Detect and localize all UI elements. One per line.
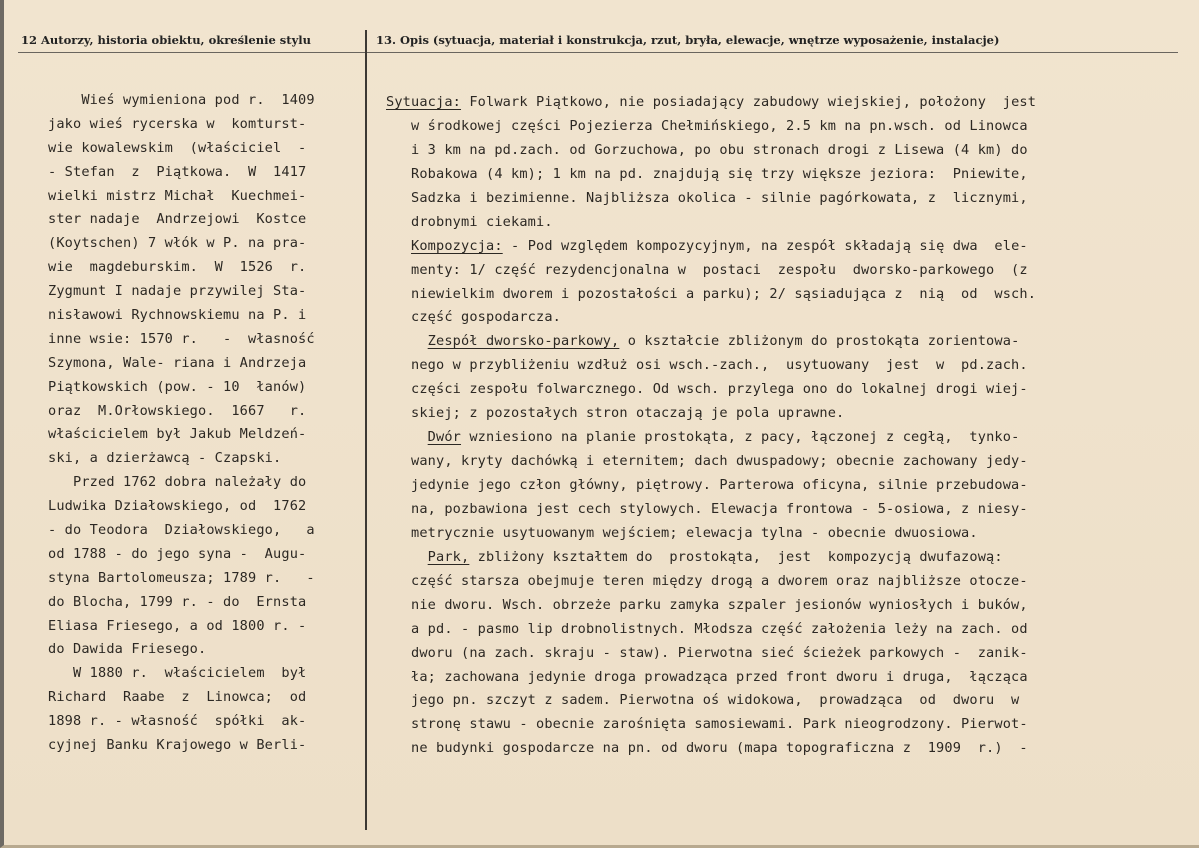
section-term: Kompozycja: — [411, 237, 503, 254]
history-text-line: Ludwika Działowskiego, od 1762 — [48, 498, 307, 515]
line-text: - Pod względem kompozycyjnym, na zespół składają się dwa ele- — [502, 237, 1028, 254]
line-text: wany, kryty dachówką i eternitem; dach dwuspadowy; obecnie zachowany jedy- — [386, 453, 1028, 470]
description-text-line — [386, 618, 1161, 642]
description-text-line — [386, 259, 1161, 283]
line-text: część gospodarcza. — [386, 309, 562, 326]
description-text-line — [386, 306, 1161, 330]
line-text: drobnymi ciekami. — [386, 213, 553, 230]
history-text-line: Eliasa Friesego, a od 1800 r. - — [48, 617, 307, 634]
description-text-line — [386, 689, 1161, 713]
history-text-line: Zygmunt I nadaje przywilej Sta- — [48, 283, 307, 300]
description-text-line — [386, 163, 1161, 187]
history-text-line: inne wsie: 1570 r. - własność — [48, 330, 315, 347]
line-text: jego pn. szczyt z sadem. Pierwotna oś widokowa, prowadząca od dworu w — [386, 692, 1020, 709]
line-text: i 3 km na pd.zach. od Gorzuchowa, po obu stronach drogi z Lisewa (4 km) do — [386, 141, 1028, 158]
description-text-line — [386, 330, 1161, 354]
description-text-line — [386, 115, 1161, 139]
line-text: w środkowej części Pojezierza Chełmińskiego, 2.5 km na pn.wsch. od Linowca — [386, 117, 1028, 134]
description-text-line — [386, 378, 1161, 402]
description-text-line — [386, 474, 1161, 498]
history-text-line: wie kowalewskim (właściciel - — [48, 139, 307, 156]
history-text-line: jako wieś rycerska w komturst- — [48, 115, 307, 132]
description-text-line — [386, 426, 1161, 450]
line-text: ne budynki gospodarcze na pn. od dworu (mapa topograficzna z 1909 r.) - — [386, 740, 1028, 757]
history-text-line: Piątkowskich (pow. - 10 łanów) — [48, 378, 307, 395]
description-text-line — [386, 402, 1161, 426]
history-text-line: ster nadaje Andrzejowi Kostce — [48, 211, 307, 228]
history-text-line: W 1880 r. właścicielem był — [48, 665, 307, 682]
history-text-line: wie magdeburskim. W 1526 r. — [48, 259, 307, 276]
line-text: części zespołu folwarcznego. Od wsch. przylega ono do lokalnej drogi wiej- — [386, 381, 1028, 398]
history-text-line: wielki mistrz Michał Kuechmei- — [48, 187, 307, 204]
description-text-line — [386, 570, 1161, 594]
description-text-line — [386, 713, 1161, 737]
history-text-line: 1898 r. - własność spółki ak- — [48, 713, 307, 730]
line-text: część starsza obejmuje teren między drogą a dworem oraz najbliższe otocze- — [386, 572, 1028, 589]
section-13-heading: 13. Opis (sytuacja, materiał i konstrukcja, rzut, bryła, elewacje, wnętrze wyposażenie, instalacje) — [376, 33, 1000, 47]
description-text-line — [386, 642, 1161, 666]
line-text: o kształcie zbliżonym do prostokąta zorientowa- — [619, 333, 1020, 350]
line-indent — [386, 549, 428, 565]
history-text-line: Richard Raabe z Linowca; od — [48, 689, 307, 706]
line-text: skiej; z pozostałych stron otaczają je pola uprawne. — [386, 405, 845, 422]
line-text: wzniesiono na planie prostokąta, z pacy, łączonej z cegłą, tynko- — [461, 429, 1020, 446]
description-text-line — [386, 283, 1161, 307]
history-text-line: nisławowi Rychnowskiemu na P. i — [48, 307, 307, 324]
description-text-line — [386, 666, 1161, 690]
description-text-line — [386, 450, 1161, 474]
description-text-line — [386, 187, 1161, 211]
line-text: nie dworu. Wsch. obrzeże parku zamyka szpaler jesionów wyniosłych i buków, — [386, 596, 1028, 613]
history-column — [48, 89, 360, 758]
history-text-line: styna Bartolomeusza; 1789 r. - — [48, 569, 315, 586]
header-rule — [18, 52, 1178, 53]
section-term: Zespół dworsko-parkowy, — [427, 333, 620, 350]
line-text: Sadzka i bezimienne. Najbliższa okolica - silnie pagórkowata, z licznymi, — [386, 189, 1028, 206]
line-text: stronę stawu - obecnie zarośnięta samosiewami. Park nieogrodzony. Pierwot- — [386, 716, 1028, 733]
description-text-line — [386, 354, 1161, 378]
section-term: Sytuacja: — [386, 94, 462, 110]
line-indent — [386, 333, 428, 349]
history-text-line: oraz M.Orłowskiego. 1667 r. — [48, 402, 307, 419]
history-text-line: Przed 1762 dobra należały do — [48, 474, 307, 491]
description-text-line — [386, 546, 1161, 570]
description-text-line — [386, 737, 1161, 761]
history-text-line: Szymona, Wale- riana i Andrzeja — [48, 354, 307, 371]
section-term: Park, — [427, 548, 470, 565]
description-text-line — [386, 594, 1161, 618]
history-text-line: od 1788 - do jego syna - Augu- — [48, 545, 307, 562]
line-text: menty: 1/ część rezydencjonalna w postaci zespołu dworsko-parkowego (z — [386, 261, 1028, 278]
description-text-line — [386, 522, 1161, 546]
section-term: Dwór — [427, 429, 462, 446]
line-text: Robakowa (4 km); 1 km na pd. znajdują się trzy większe jeziora: Pniewite, — [386, 165, 1028, 182]
line-text: zbliżony kształtem do prostokąta, jest kompozycją dwufazową: — [469, 548, 1003, 565]
history-text-line: właścicielem był Jakub Meldzeń- — [48, 426, 307, 443]
description-text-line — [386, 139, 1161, 163]
history-text-line: - Stefan z Piątkowa. W 1417 — [48, 163, 307, 180]
history-text-line: do Blocha, 1799 r. - do Ernsta — [48, 593, 307, 610]
line-indent — [386, 429, 428, 445]
description-column — [386, 91, 1161, 761]
history-text-line: cyjnej Banku Krajowego w Berli- — [48, 737, 307, 754]
history-text-line: - do Teodora Działowskiego, a — [48, 522, 315, 539]
line-text: metrycznie usytuowanym wejściem; elewacja tylna - obecnie dwuosiowa. — [386, 524, 978, 541]
history-text-line: (Koytschen) 7 włók w P. na pra- — [48, 235, 307, 252]
description-text-line — [386, 498, 1161, 522]
line-text: Folwark Piątkowo, nie posiadający zabudowy wiejskiej, położony jest — [461, 94, 1037, 110]
line-text: jedynie jego człon główny, piętrowy. Parterowa oficyna, silnie przebudowa- — [386, 477, 1028, 493]
description-text-line — [386, 211, 1161, 235]
line-text: ła; zachowana jedynie droga prowadząca przed front dworu i druga, łącząca — [386, 668, 1028, 685]
column-divider — [365, 30, 367, 830]
line-text: a pd. - pasmo lip drobnolistnych. Młodsza część założenia leży na zach. od — [386, 620, 1028, 637]
line-text: na, pozbawiona jest cech stylowych. Elewacja frontowa - 5-osiowa, z niesy- — [386, 500, 1028, 517]
history-text-line: Wieś wymieniona pod r. 1409 — [48, 92, 315, 108]
line-text: dworu (na zach. skraju - staw). Pierwotna sieć ścieżek parkowych - zanik- — [386, 644, 1028, 661]
line-indent — [386, 238, 411, 254]
history-text-line: ski, a dzierżawcą - Czapski. — [48, 450, 282, 467]
history-text-line: do Dawida Friesego. — [48, 641, 207, 658]
description-text-line — [386, 91, 1161, 115]
description-text-line — [386, 235, 1161, 259]
line-text: niewielkim dworem i pozostałości a parku); 2/ sąsiadująca z nią od wsch. — [386, 285, 1037, 302]
section-12-heading: 12 Autorzy, historia obiektu, określenie stylu — [21, 33, 311, 47]
line-text: nego w przybliżeniu wzdłuż osi wsch.-zach., usytuowany jest w pd.zach. — [386, 357, 1028, 374]
